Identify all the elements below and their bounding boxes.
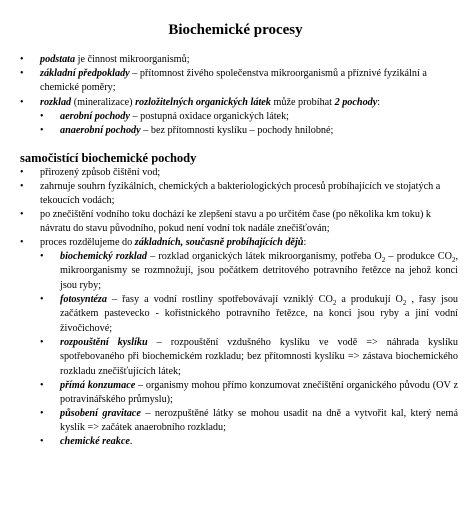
bullet: • bbox=[20, 54, 24, 65]
text: – přítomnost živého společenstva mikroorganismů a příznivé fyzikální a chemické poměry; bbox=[40, 68, 427, 94]
bullet: • bbox=[40, 294, 44, 305]
term: základních, současně probíhajících dějů bbox=[134, 237, 304, 248]
term: anaerobní pochody bbox=[60, 125, 141, 136]
bullet: • bbox=[40, 380, 44, 391]
term: působení gravitace bbox=[60, 408, 141, 419]
text: : bbox=[303, 237, 307, 248]
subscript: 2 bbox=[402, 299, 407, 308]
text: , řasy jsou začátkem pastevecko - kořistnického potravního řetězce, na konci jsou ryby a jiní vodní živočichové; bbox=[60, 294, 459, 334]
page-title: Biochemické procesy bbox=[168, 22, 303, 38]
text: přirozený způsob čištění vod; bbox=[40, 167, 161, 178]
text: je činnost mikroorganismů; bbox=[75, 54, 190, 65]
term: základní předpoklady bbox=[40, 68, 130, 79]
bullet: • bbox=[40, 251, 44, 262]
subscript: 2 bbox=[332, 299, 337, 308]
text: – rozklad organických látek mikroorganismy, potřeba O bbox=[146, 251, 382, 262]
bullet: • bbox=[20, 68, 24, 79]
term: aerobní pochody bbox=[60, 111, 130, 122]
text: – produkce CO bbox=[385, 251, 452, 262]
section-heading: samočistící biochemické pochody bbox=[20, 151, 197, 165]
bullet: • bbox=[40, 408, 44, 419]
text: – nerozpuštěné látky se mohou usadit na dně a vytvořit kal, který nemá kyslík => začátek anaerobního rozkladu; bbox=[60, 408, 458, 434]
bullet: • bbox=[20, 167, 24, 178]
text: . bbox=[129, 436, 133, 447]
bullet: • bbox=[20, 97, 24, 108]
bullet: • bbox=[20, 181, 24, 192]
text: (mineralizace) bbox=[71, 97, 136, 108]
term: 2 pochody bbox=[334, 97, 378, 108]
text: a produkují O bbox=[336, 294, 403, 305]
term: fotosyntéza bbox=[60, 294, 107, 305]
text: po znečištění vodního toku dochází ke zlepšení stavu a po určitém čase (po několika km toku) k návratu do stavu původního, pokud není vodní tok nadále znečišťován; bbox=[40, 209, 431, 235]
text: : bbox=[377, 97, 381, 108]
subscript: 2 bbox=[381, 256, 386, 265]
bullet: • bbox=[20, 209, 24, 220]
term: rozpouštění kyslíku bbox=[60, 337, 148, 348]
subscript: 2 bbox=[451, 256, 456, 265]
term: chemické reakce bbox=[60, 436, 130, 447]
term: podstata bbox=[40, 54, 76, 65]
text: zahrnuje souhrn fyzikálních, chemických a bakteriologických procesů probíhajících ve stojatých a tekoucích vodách; bbox=[40, 181, 441, 207]
text: – organismy mohou přímo konzumovat znečištění organického původu (OV z potravinářského průmyslu); bbox=[60, 380, 458, 406]
term: biochemický rozklad bbox=[60, 251, 147, 262]
term: rozložitelných organických látek bbox=[135, 97, 271, 108]
bullet: • bbox=[20, 237, 24, 248]
text: – rozpouštění vzdušného kyslíku ve vodě => náhrada kyslíku spotřebovaného při biochemickém rozkladu; bez přítomnosti kyslíku => zástava biochemického rozkladu znečišťujících látek; bbox=[60, 337, 458, 377]
bullet: • bbox=[40, 337, 44, 348]
text: , mikroorganismy se rozmnožují, jsou počátkem detritového potravního řetězce na jehož konci jsou ryby; bbox=[60, 251, 458, 291]
term: rozklad bbox=[40, 97, 72, 108]
text: proces rozdělujeme do bbox=[40, 237, 135, 248]
bullet: • bbox=[40, 111, 44, 122]
text: – postupná oxidace organických látek; bbox=[129, 111, 289, 122]
text: může probíhat bbox=[270, 97, 335, 108]
text: – řasy a vodní rostliny spotřebovávají vzniklý CO bbox=[106, 294, 333, 305]
bullet: • bbox=[40, 125, 44, 136]
bullet: • bbox=[40, 436, 44, 447]
text: – bez přítomnosti kyslíku – pochody hnilobné; bbox=[140, 125, 334, 136]
term: přímá konzumace bbox=[60, 380, 136, 391]
